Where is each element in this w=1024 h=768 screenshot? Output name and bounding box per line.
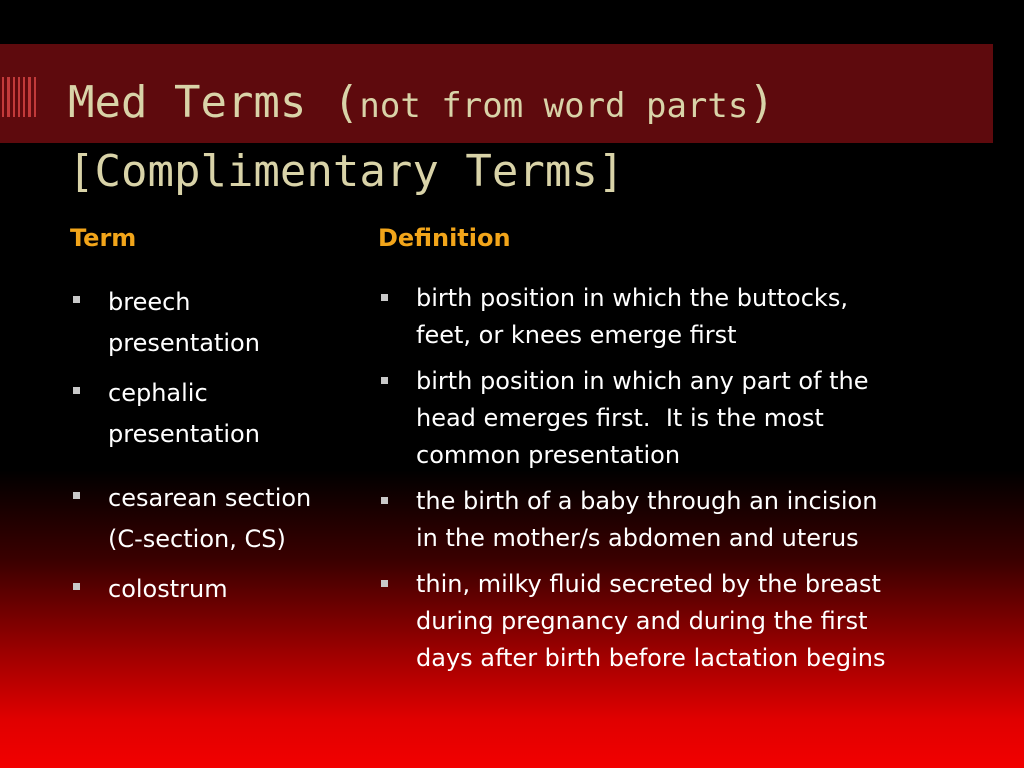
definition-line: the birth of a baby through an incision	[416, 487, 878, 515]
definition-item	[378, 280, 998, 354]
term-list	[70, 282, 360, 619]
title-main-small: not from word parts	[359, 86, 749, 126]
term-line1: colostrum	[108, 575, 228, 603]
square-bullet-icon	[73, 296, 80, 303]
definition-list	[378, 280, 998, 686]
square-bullet-icon	[73, 387, 80, 394]
stripe	[18, 77, 20, 117]
square-bullet-icon	[381, 497, 388, 504]
term-item	[70, 373, 360, 455]
term-line2: (C-section, CS)	[108, 525, 286, 553]
title-line2: [Complimentary Terms]	[68, 146, 625, 197]
definition-line: thin, milky fluid secreted by the breast	[416, 570, 881, 598]
term-line1: cephalic	[108, 379, 208, 407]
stripe	[23, 77, 25, 117]
definition-line: feet, or knees emerge first	[416, 321, 737, 349]
definition-line: birth position in which any part of the	[416, 367, 869, 395]
square-bullet-icon	[381, 377, 388, 384]
term-item	[70, 282, 360, 364]
stripe	[2, 77, 4, 117]
term-item	[70, 569, 360, 610]
term-line2: presentation	[108, 420, 260, 448]
definition-line: head emerges first. It is the most	[416, 404, 824, 432]
square-bullet-icon	[73, 583, 80, 590]
definition-line: during pregnancy and during the first	[416, 607, 868, 635]
stripe	[28, 77, 30, 117]
definition-item	[378, 363, 998, 474]
title-main-before: Med Terms (	[68, 77, 360, 128]
stripe	[13, 77, 15, 117]
definition-item	[378, 566, 998, 677]
term-line1: breech	[108, 288, 191, 316]
term-item	[70, 478, 360, 560]
title-main-after: )	[748, 77, 775, 128]
decorative-stripes	[2, 77, 36, 117]
definition-line: common presentation	[416, 441, 681, 469]
square-bullet-icon	[381, 580, 388, 587]
term-line1: cesarean section	[108, 484, 312, 512]
square-bullet-icon	[73, 492, 80, 499]
square-bullet-icon	[381, 294, 388, 301]
term-line2: presentation	[108, 329, 260, 357]
term-column-header: Term	[70, 224, 137, 252]
definition-line: days after birth before lactation begins	[416, 644, 886, 672]
slide-title	[68, 70, 988, 205]
definition-column-header: Definition	[378, 224, 511, 252]
stripe	[7, 77, 9, 117]
definition-line: birth position in which the buttocks,	[416, 284, 848, 312]
definition-line: in the mother/s abdomen and uterus	[416, 524, 859, 552]
definition-item	[378, 483, 998, 557]
stripe	[34, 77, 36, 117]
